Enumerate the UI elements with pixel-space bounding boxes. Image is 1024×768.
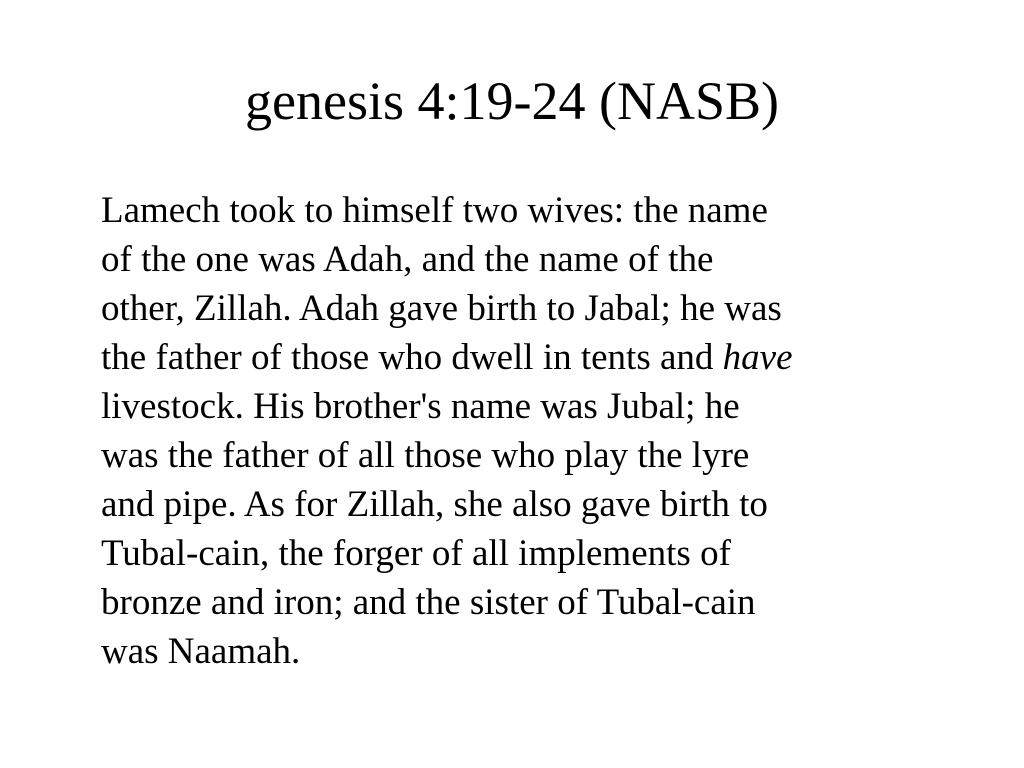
body-line-text: the father of those who dwell in tents and	[101, 337, 723, 378]
body-line-emphasis: have	[722, 337, 793, 378]
body-line	[101, 627, 971, 676]
body-line-text: other, Zillah. Adah gave birth to Jabal; he was	[101, 288, 782, 329]
body-line	[101, 529, 971, 578]
body-line	[101, 382, 971, 431]
body-line-text: Lamech took to himself two wives: the name	[101, 190, 768, 231]
slide-body-text	[101, 186, 971, 676]
body-line-text: Tubal-cain, the forger of all implements of	[101, 533, 731, 574]
body-line	[101, 235, 971, 284]
body-line-text: livestock. His brother's name was Jubal; he	[101, 386, 740, 427]
body-line-text: of the one was Adah, and the name of the	[101, 239, 714, 280]
body-line	[101, 578, 971, 627]
body-line-text: was Naamah.	[101, 631, 301, 672]
body-line	[101, 480, 971, 529]
body-line-text: and pipe. As for Zillah, she also gave birth to	[101, 484, 768, 525]
body-line	[101, 284, 971, 333]
body-line	[101, 333, 971, 382]
slide-title: genesis 4:19-24 (NASB)	[245, 71, 779, 131]
body-line-text: was the father of all those who play the lyre	[101, 435, 750, 476]
body-line	[101, 431, 971, 480]
body-line-text: bronze and iron; and the sister of Tubal-cain	[101, 582, 756, 623]
body-line	[101, 186, 971, 235]
